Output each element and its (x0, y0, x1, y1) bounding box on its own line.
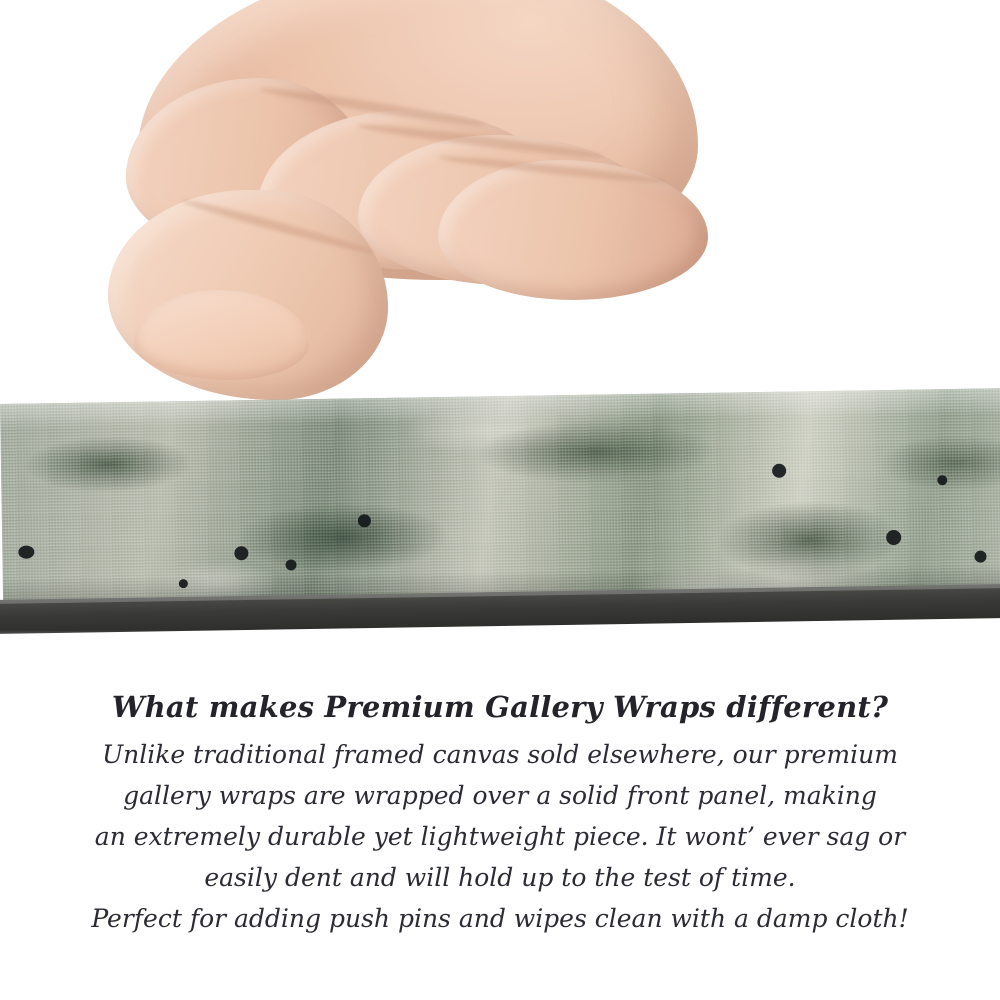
caption-line: gallery wraps are wrapped over a solid front panel, making (123, 781, 877, 810)
photo-bottom-fade (0, 630, 1000, 648)
art-speck (285, 559, 296, 570)
canvas-wrap-edge (0, 388, 1000, 619)
caption-title: What makes Premium Gallery Wraps different? (111, 690, 889, 724)
hand-photo (108, 0, 708, 430)
caption-line: Unlike traditional framed canvas sold elsewhere, our premium (102, 740, 898, 769)
caption-line: easily dent and will hold up to the test of time. (204, 863, 796, 892)
art-speck (937, 475, 947, 485)
caption-block (0, 690, 1000, 939)
art-speck (772, 464, 786, 478)
caption-line: Perfect for adding push pins and wipes clean with a damp cloth! (91, 904, 909, 933)
caption-line: an extremely durable yet lightweight piece. It wont’ ever sag or (94, 822, 906, 851)
